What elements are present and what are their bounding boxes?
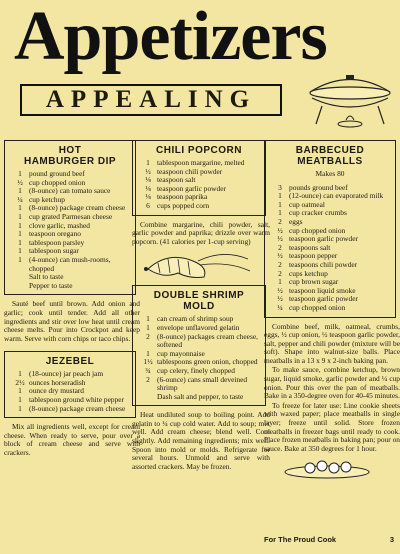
ingredient-text: cups popped corn <box>157 200 210 210</box>
ingredient-quantity: ½ <box>277 294 283 304</box>
ingredient-quantity: 1 <box>146 322 150 332</box>
recipe-card-hamburger-dip <box>4 140 136 295</box>
ingredient-item <box>11 256 129 273</box>
ingredient-text: tablespoon parsley <box>29 237 85 247</box>
ingredient-text: (8-ounce) package cream cheese <box>29 403 126 413</box>
page-title: Appetizers <box>14 0 327 75</box>
ingredient-quantity: ½ <box>277 234 283 244</box>
column-middle <box>132 140 270 471</box>
recipe-title: HOT HAMBURGER DIP <box>23 145 117 167</box>
ingredient-quantity: 1 <box>18 369 22 379</box>
ingredient-text: cup celery, finely chopped <box>157 365 235 375</box>
ingredient-text: cup cracker crumbs <box>289 208 347 218</box>
ingredient-quantity: 1 <box>18 246 22 256</box>
ingredient-text: ounce dry mustard <box>29 386 85 396</box>
ingredient-text: (4-ounce) can mush-rooms, chopped <box>29 254 111 273</box>
recipe-card-barbecued-meatballs <box>264 140 396 318</box>
ingredient-text: (6-ounce) cans small deveined shrimp <box>157 374 248 393</box>
recipe-card-double-shrimp-mold <box>132 285 266 406</box>
ingredient-quantity: 1½ <box>143 357 153 367</box>
ingredient-quantity <box>139 393 157 402</box>
recipe-directions: Heat undiluted soup to boiling point. Add gelatin to ¼ cup cold water. Add to soup; mix well. Add cream cheese; blend well. Cool slightly. Add remaining ingredients; mix well. Spoon into mold or molds. Refrigerate for several hours. Unmold and serve with assorted crackers. May be frozen. <box>132 410 270 471</box>
ingredient-quantity: ½ <box>145 166 151 176</box>
ingredient-text: clove garlic, mashed <box>29 220 90 230</box>
ingredient-text: teaspoon paprika <box>157 192 208 202</box>
ingredient-quantity: 1 <box>18 220 22 230</box>
ingredient-quantity: ¼ <box>277 302 283 312</box>
ingredient-quantity: 2 <box>278 259 282 269</box>
recipe-yield: Makes 80 <box>315 169 345 178</box>
ingredient-quantity: 1 <box>18 403 22 413</box>
ingredient-quantity: ½ <box>277 251 283 261</box>
shrimp-illustration <box>138 249 258 283</box>
ingredient-text: teaspoon garlic powder <box>289 234 358 244</box>
recipe-directions: To freeze for later use: Line cookie sheets with waxed paper; place meatballs in single layer; freeze until solid. Store frozen meatballs in freezer bags until ready to cook. Place frozen meatballs in baking pan; pour on sauce. Bake at 350 degrees for 1 hour. <box>264 400 400 453</box>
recipe-card-jezebel <box>4 351 136 418</box>
ingredient-text: teaspoon chili powder <box>157 166 223 176</box>
recipe-card-chili-popcorn <box>132 140 266 216</box>
recipe-directions: Combine margarine, chili powder, salt, garlic powder and paprika; drizzle over warm popcorn. (41 calories per 1-cup serving) <box>132 219 270 246</box>
ingredient-quantity: 3 <box>278 182 282 192</box>
ingredient-text: ounces horseradish <box>29 377 86 387</box>
ingredient-text: cup chopped onion <box>289 302 346 312</box>
ingredient-list <box>11 170 129 290</box>
ingredient-item <box>11 405 129 414</box>
ingredient-text: teaspoon garlic powder <box>157 183 226 193</box>
ingredient-text: teaspoon pepper <box>289 251 338 261</box>
ingredient-quantity: 1 <box>278 199 282 209</box>
ingredient-text: pounds ground beef <box>289 182 348 192</box>
ingredient-text: (8-ounce) package cream cheese <box>29 203 126 213</box>
ingredient-quantity: 2 <box>278 216 282 226</box>
ingredient-text: cup chopped onion <box>289 225 346 235</box>
ingredient-text: teaspoon garlic powder <box>289 294 358 304</box>
ingredient-text: (8-ounce) packages cream cheese, softened <box>157 331 258 350</box>
ingredient-text: cup chopped onion <box>29 177 86 187</box>
ingredient-quantity: ½ <box>277 225 283 235</box>
ingredient-quantity: 2 <box>278 242 282 252</box>
ingredient-quantity: 1 <box>18 186 22 196</box>
ingredient-quantity: 2 <box>146 374 150 384</box>
ingredient-quantity: 1 <box>18 211 22 221</box>
ingredient-text: cup oatmeal <box>289 199 325 209</box>
ingredient-item <box>139 393 259 402</box>
column-right <box>264 140 400 479</box>
ingredient-quantity: ⅛ <box>145 175 151 185</box>
ingredient-text: Pepper to taste <box>29 280 73 290</box>
ingredient-quantity: 6 <box>146 200 150 210</box>
chafing-dish-illustration <box>302 62 398 132</box>
ingredient-quantity: 1 <box>18 229 22 239</box>
ingredient-text: tablespoon ground white pepper <box>29 395 125 405</box>
ingredient-quantity: ¾ <box>145 365 151 375</box>
ingredient-quantity <box>11 273 29 282</box>
ingredient-list <box>271 184 389 313</box>
ingredient-list <box>139 315 259 401</box>
ingredient-text: (8-ounce) can tomato sauce <box>29 186 111 196</box>
ingredient-list <box>139 159 259 211</box>
ingredient-quantity: 1 <box>18 395 22 405</box>
page-number: 3 <box>389 535 394 544</box>
column-left <box>4 140 140 458</box>
ingredient-text: teaspoon salt <box>157 175 196 185</box>
meatball-plate-illustration <box>282 457 372 479</box>
ingredient-quantity: 1 <box>18 237 22 247</box>
ingredient-quantity: ¼ <box>17 194 23 204</box>
ingredient-text: teaspoon oregano <box>29 229 81 239</box>
recipe-title: JEZEBEL <box>45 356 95 368</box>
ingredient-item <box>11 282 129 291</box>
recipe-directions: To make sauce, combine ketchup, brown sugar, liquid smoke, garlic powder and ¼ cup onion. Pour this over the pan of meatballs. Bake in a 350-degree oven for 40-45 minutes. <box>264 365 400 401</box>
ingredient-text: pound ground beef <box>29 169 85 178</box>
ingredient-item <box>271 304 389 313</box>
page-subtitle: APPEALING <box>20 84 282 116</box>
ingredient-quantity: 1 <box>18 169 22 178</box>
ingredient-quantity: 1 <box>278 277 282 287</box>
ingredient-text: cup mayonnaise <box>157 348 205 358</box>
recipe-title: CHILI POPCORN <box>156 145 242 156</box>
footer-label: For The Proud Cook <box>264 535 337 544</box>
ingredient-text: (12-ounce) can evaporated milk <box>289 191 384 201</box>
ingredient-text: tablespoons green onion, chopped <box>157 357 258 367</box>
ingredient-item <box>139 376 259 393</box>
ingredient-quantity: 1 <box>146 314 150 324</box>
ingredient-quantity: ⅛ <box>145 183 151 193</box>
recipe-directions: Sauté beef until brown. Add onion and garlic; cook until tender. Add all other ingredients and stir over low heat until cream cheese melts. Pour into Crockpot and keep warm. Serve with corn chips or taco chips. <box>4 299 140 343</box>
ingredient-text: tablespoon margarine, melted <box>157 158 245 167</box>
ingredient-quantity: 1 <box>18 386 22 396</box>
recipe-title: DOUBLE SHRIMP MOLD <box>153 290 245 313</box>
recipe-directions: Mix all ingredients well, except for cream cheese. When ready to serve, pour over a block of cream cheese and serve with crackers. <box>4 422 140 458</box>
ingredient-quantity: ½ <box>277 285 283 295</box>
ingredient-quantity: 1 <box>278 191 282 201</box>
ingredient-quantity: 1 <box>146 348 150 358</box>
ingredient-quantity: 1 <box>146 158 150 167</box>
ingredient-quantity: 2 <box>146 331 150 341</box>
ingredient-item <box>139 333 259 350</box>
ingredient-text: teaspoon liquid smoke <box>289 285 356 295</box>
recipe-directions: Combine beef, milk, oatmeal, crumbs, eggs, ½ cup onion, ½ teaspoon garlic powder, salt, pepper and chili powder (mixture will be soft). Shape into walnut-size balls. Place meatballs in a 13 x 9 x 2-inch baking pan. <box>264 321 400 365</box>
ingredient-text: teaspoons chili powder <box>289 259 358 269</box>
ingredient-quantity <box>11 282 29 291</box>
ingredient-text: can cream of shrimp soup <box>157 314 234 324</box>
ingredient-text: Dash salt and pepper, to taste <box>157 391 244 401</box>
ingredient-text: tablespoon sugar <box>29 246 79 256</box>
ingredient-text: (18-ounce) jar peach jam <box>29 369 104 379</box>
ingredient-text: envelope unflavored gelatin <box>157 322 240 332</box>
ingredient-quantity: 1 <box>18 254 22 264</box>
ingredient-text: cup brown sugar <box>289 277 339 287</box>
recipe-title: BARBECUED MEATBALLS <box>295 145 365 167</box>
ingredient-quantity: ½ <box>17 177 23 187</box>
ingredient-list <box>11 370 129 413</box>
ingredient-item <box>139 202 259 211</box>
ingredient-text: cup ketchup <box>29 194 65 204</box>
page-footer <box>264 535 394 544</box>
ingredient-text: Salt to taste <box>29 272 64 282</box>
ingredient-text: cup grated Parmesan cheese <box>29 211 113 221</box>
ingredient-quantity: 2½ <box>15 377 25 387</box>
ingredient-quantity: 1 <box>278 208 282 218</box>
ingredient-text: teaspoons salt <box>289 242 331 252</box>
ingredient-text: eggs <box>289 216 303 226</box>
ingredient-quantity: 2 <box>278 268 282 278</box>
ingredient-quantity: ⅛ <box>145 192 151 202</box>
ingredient-text: cups ketchup <box>289 268 328 278</box>
ingredient-quantity: 1 <box>18 203 22 213</box>
